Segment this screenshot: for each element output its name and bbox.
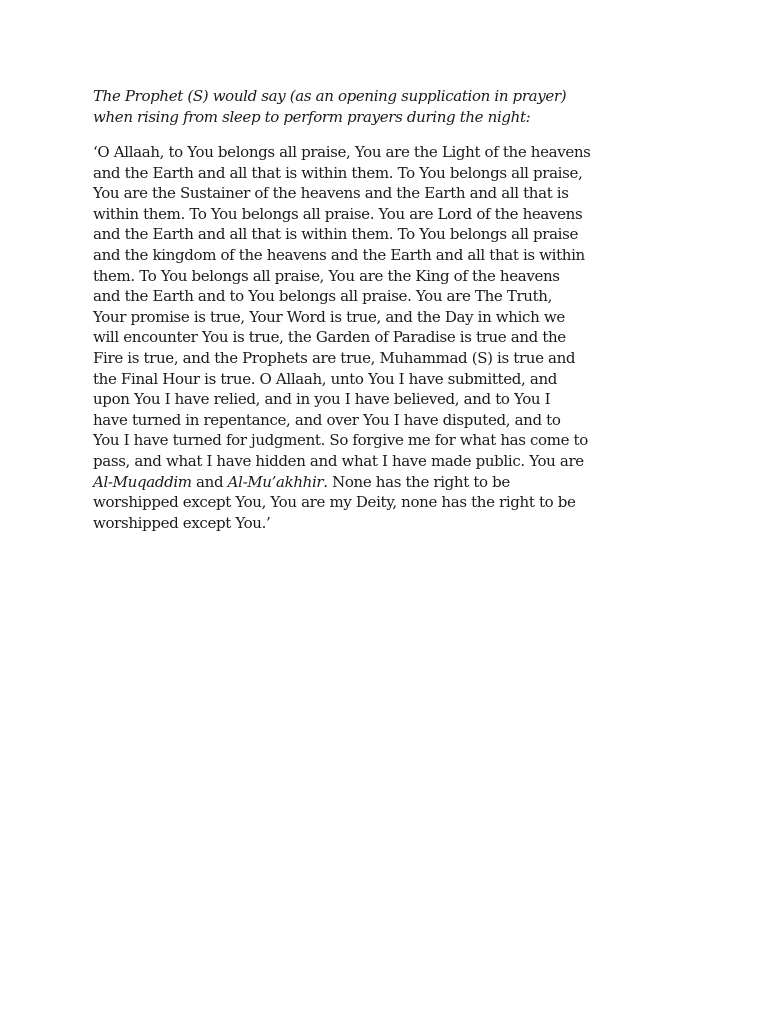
intro-line: when rising from sleep to perform prayers during the night:	[93, 108, 531, 126]
body-line: have turned in repentance, and over You I have disputed, and to	[93, 410, 561, 429]
body-line: the Final Hour is true. O Allaah, unto You I have submitted, and	[93, 369, 558, 388]
body-line: pass, and what I have hidden and what I have made public. You are	[93, 451, 584, 470]
body-line: Fire is true, and the Prophets are true, Muhammad (S) is true and	[93, 348, 576, 367]
names-line-rest: . None has the right to be	[323, 472, 510, 491]
body-line: them. To You belongs all praise, You are the King of the heavens	[93, 266, 560, 285]
divine-name-al-muqaddim: Al-Muqaddim	[93, 472, 192, 491]
body-line: and the Earth and all that is within them. To You belongs all praise	[93, 225, 578, 244]
body-line: and the Earth and all that is within them. To You belongs all praise,	[93, 163, 583, 182]
intro-paragraph	[93, 86, 683, 128]
body-line: and the Earth and to You belongs all praise. You are The Truth,	[93, 287, 553, 306]
body-line: upon You I have relied, and in you I have believed, and to You I	[93, 390, 551, 409]
body-line: and the kingdom of the heavens and the Earth and all that is within	[93, 245, 585, 264]
names-connector: and	[191, 472, 228, 491]
document-content	[93, 86, 683, 533]
divine-names-line	[93, 472, 683, 493]
intro-line: The Prophet (S) would say (as an opening supplication in prayer)	[93, 87, 567, 105]
body-line: within them. To You belongs all praise. You are Lord of the heavens	[93, 204, 583, 223]
body-line: ‘O Allaah, to You belongs all praise, You are the Light of the heavens	[93, 143, 591, 161]
supplication-paragraph	[93, 142, 683, 533]
body-line: will encounter You is true, the Garden of Paradise is true and the	[93, 328, 566, 347]
body-line: worshipped except You, You are my Deity, none has the right to be	[93, 493, 576, 512]
body-line: You are the Sustainer of the heavens and the Earth and all that is	[93, 184, 569, 203]
body-line: You I have turned for judgment. So forgive me for what has come to	[93, 431, 588, 450]
divine-name-al-muakhkhir: Al-Mu’akhhir	[227, 472, 324, 491]
body-line: Your promise is true, Your Word is true, and the Day in which we	[93, 307, 565, 326]
body-line: worshipped except You.’	[93, 513, 271, 532]
